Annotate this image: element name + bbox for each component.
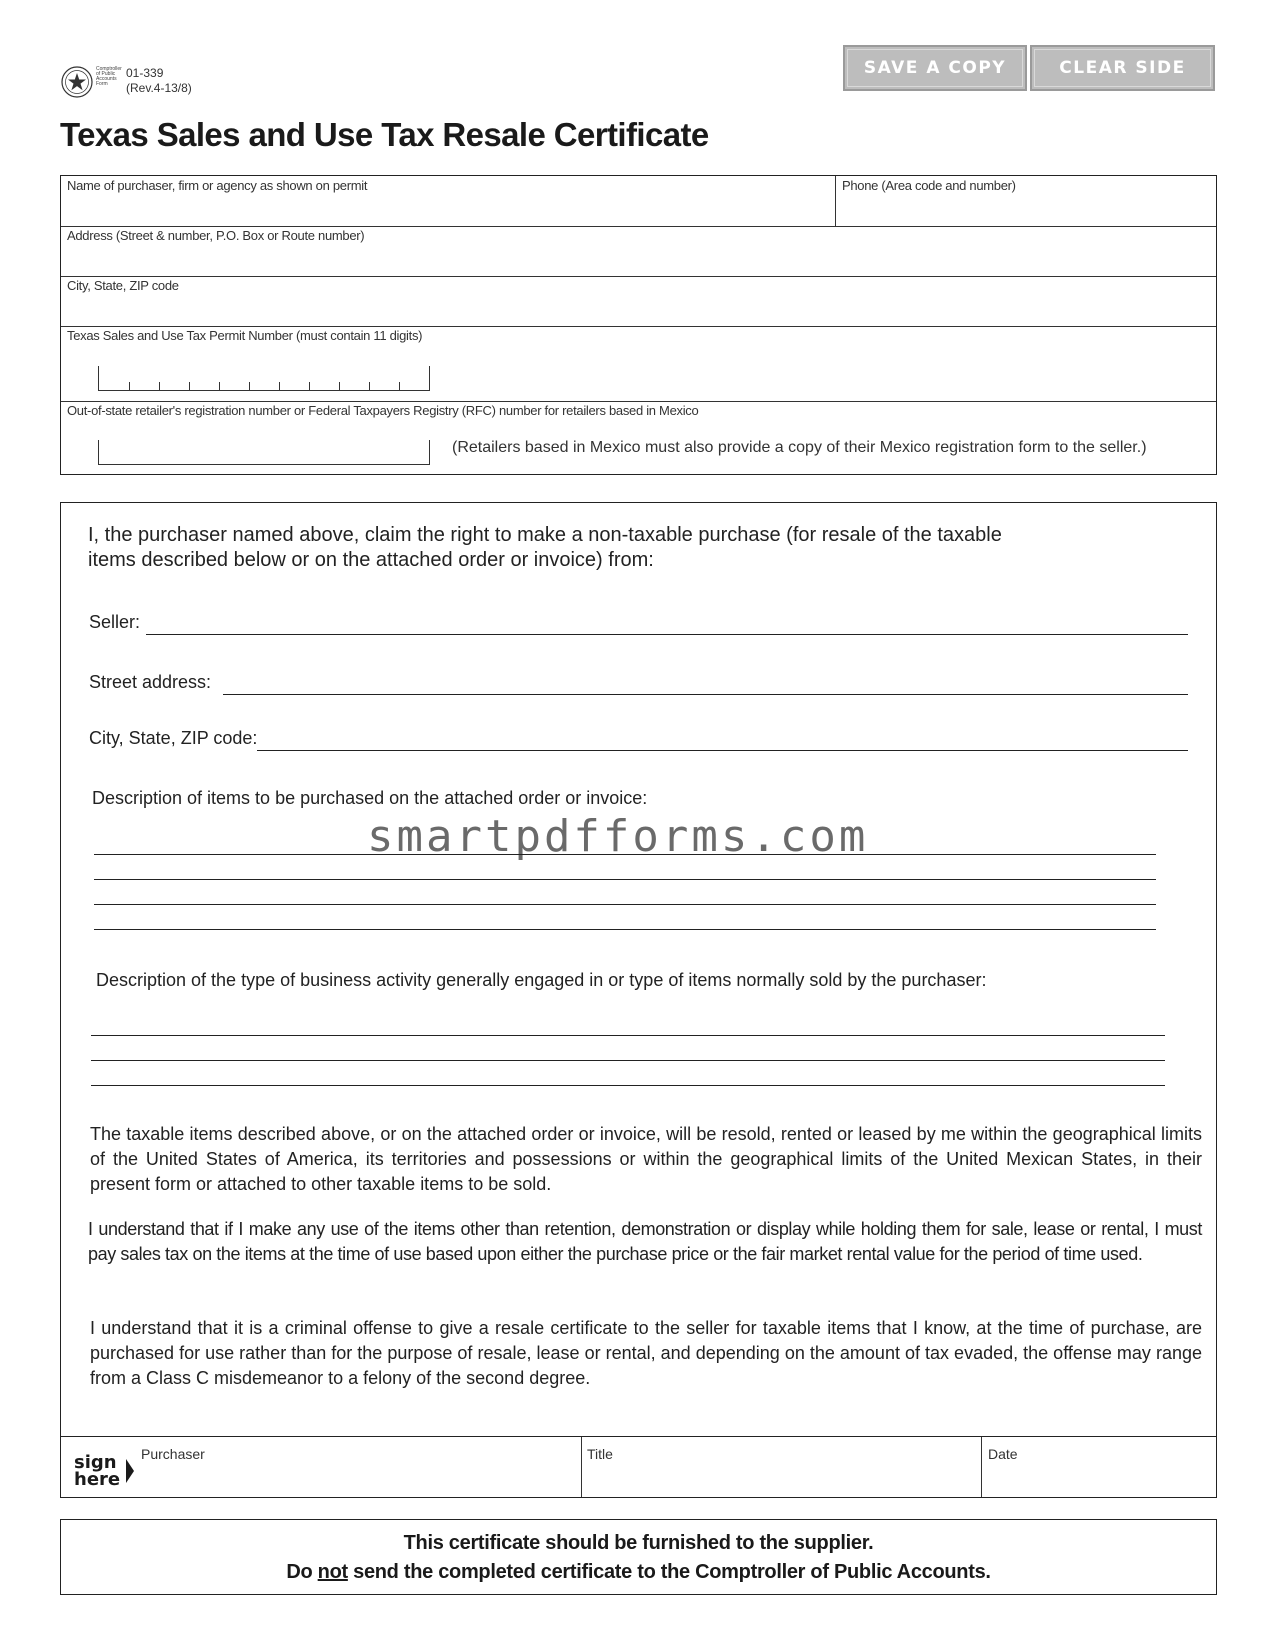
- permit-digit-separator: [189, 382, 190, 390]
- date-field[interactable]: Date: [988, 1446, 1018, 1462]
- rfc-number-label: Out-of-state retailer's registration number or Federal Taxpayers Registry (RFC) number for retailers based in Mexico: [67, 403, 699, 418]
- mexico-registration-note: (Retailers based in Mexico must also provide a copy of their Mexico registration form to the seller.): [452, 439, 1147, 456]
- permit-digit-separator: [159, 382, 160, 390]
- notice-line-2-end: send the completed certificate to the Comptroller of Public Accounts.: [347, 1561, 991, 1583]
- seller-city-line[interactable]: [257, 726, 1188, 751]
- purchaser-info-section: [60, 175, 1217, 475]
- title-field[interactable]: Title: [587, 1446, 613, 1462]
- rfc-number-input[interactable]: [98, 440, 430, 465]
- items-line-3[interactable]: [94, 904, 1156, 905]
- business-description-label: Description of the type of business activity generally engaged in or type of items normally sold by the purchaser:: [96, 970, 987, 990]
- criminal-offense-statement: I understand that it is a criminal offense to give a resale certificate to the seller for taxable items that I know, at the time of purchase, are purchased for use rather than for the purpose of resale, lease or rental, and depending on the amount of tax evaded, the offense may range from a Class C misdemeanor to a felony of the second degree.: [90, 1318, 1202, 1388]
- watermark: smartpdfforms.com: [367, 811, 869, 862]
- purchaser-name-field[interactable]: Name of purchaser, firm or agency as shown on permit: [67, 178, 368, 193]
- permit-digit-separator: [369, 382, 370, 390]
- phone-field[interactable]: Phone (Area code and number): [842, 178, 1016, 193]
- purchaser-signature-field[interactable]: Purchaser: [141, 1446, 205, 1462]
- permit-digit-separator: [279, 382, 280, 390]
- permit-digit-separator: [309, 382, 310, 390]
- street-address-field[interactable]: [89, 671, 1188, 695]
- divider: [61, 226, 1216, 227]
- seller-label: Seller:: [89, 612, 141, 632]
- resale-statement: The taxable items described above, or on the attached order or invoice, will be resold, rented or leased by me within the geographical limits of the United States of America, its territories and possessions or within the geographical limits of the United Mexican States, in their present form or attached to other taxable items to be sold.: [90, 1124, 1202, 1194]
- permit-digit-separator: [339, 382, 340, 390]
- seller-city-field[interactable]: [89, 727, 1188, 751]
- supplier-notice: [60, 1519, 1217, 1595]
- claim-statement: I, the purchaser named above, claim the right to make a non-taxable purchase (for resale of the taxable items described below or on the attached order or invoice) from:: [88, 524, 1002, 571]
- page-title: Texas Sales and Use Tax Resale Certificate: [60, 116, 709, 153]
- form-revision: (Rev.4-13/8): [126, 81, 192, 95]
- items-line-2[interactable]: [94, 879, 1156, 880]
- sign-here-badge: [74, 1454, 120, 1488]
- street-address-label: Street address:: [89, 672, 212, 692]
- permit-digit-separator: [219, 382, 220, 390]
- permit-digit-separator: [399, 382, 400, 390]
- permit-digit-separator: [129, 382, 130, 390]
- divider: [981, 1437, 982, 1497]
- notice-line-2: [61, 1558, 1216, 1587]
- save-copy-button[interactable]: SAVE A COPY: [843, 45, 1027, 91]
- items-description-label: Description of items to be purchased on the attached order or invoice:: [92, 788, 648, 808]
- divider: [61, 276, 1216, 277]
- divider: [61, 401, 1216, 402]
- comptroller-seal-icon: [61, 66, 93, 98]
- seller-field[interactable]: [89, 611, 1188, 635]
- permit-number-label: Texas Sales and Use Tax Permit Number (must contain 11 digits): [67, 328, 423, 343]
- address-field[interactable]: Address (Street & number, P.O. Box or Route number): [67, 228, 365, 243]
- street-address-line[interactable]: [223, 670, 1188, 695]
- divider: [581, 1437, 582, 1497]
- resale-claim-section: [60, 502, 1217, 1498]
- permit-digit-separator: [249, 382, 250, 390]
- divider: [61, 326, 1216, 327]
- items-line-1[interactable]: [94, 854, 1156, 855]
- here-text: here: [74, 1469, 121, 1490]
- business-line-3[interactable]: [91, 1085, 1165, 1086]
- use-tax-statement: I understand that if I make any use of the items other than retention, demonstration or display while holding them for sale, lease or rental, I must pay sales tax on the items at the time of use based upon either the purchase price or the fair market rental value for the period of time used.: [88, 1219, 1202, 1264]
- signature-row: [61, 1436, 1216, 1497]
- form-number-block: [126, 66, 192, 96]
- notice-line-1: This certificate should be furnished to the supplier.: [403, 1532, 874, 1554]
- items-line-4[interactable]: [94, 929, 1156, 930]
- business-line-2[interactable]: [91, 1060, 1165, 1061]
- notice-line-2-start: Do: [286, 1561, 318, 1583]
- sign-text: sign: [74, 1452, 117, 1473]
- permit-number-input[interactable]: [98, 366, 430, 391]
- clear-side-button[interactable]: CLEAR SIDE: [1030, 45, 1215, 91]
- business-line-1[interactable]: [91, 1035, 1165, 1036]
- seller-city-label: City, State, ZIP code:: [89, 728, 258, 748]
- form-number: 01-339: [126, 66, 164, 80]
- seller-line[interactable]: [146, 610, 1188, 635]
- notice-not-emphasis: not: [317, 1561, 348, 1583]
- city-state-zip-field[interactable]: City, State, ZIP code: [67, 278, 179, 293]
- seal-caption: Comptroller of Public Accounts Form: [96, 66, 122, 87]
- sign-arrow-icon: [126, 1459, 134, 1483]
- divider: [835, 176, 836, 226]
